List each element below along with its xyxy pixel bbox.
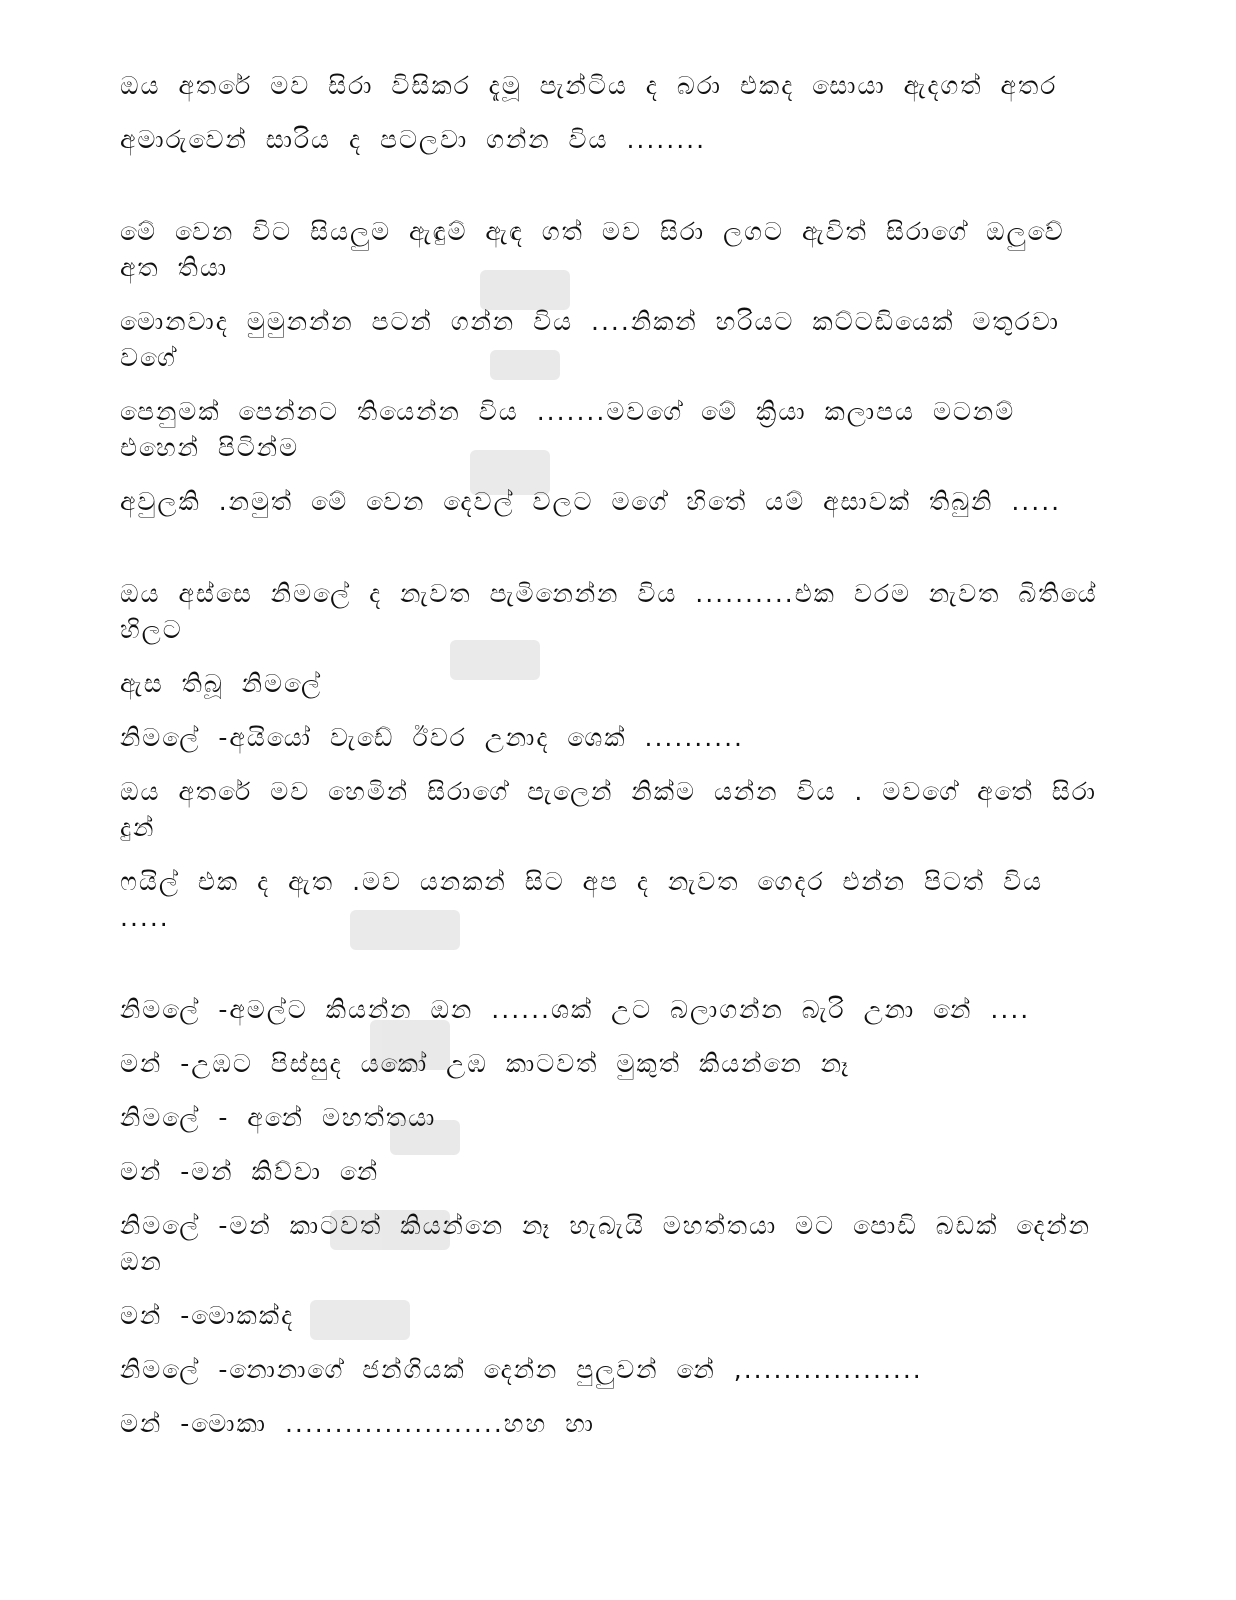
paragraph: අවුලකි .නමුත් මේ වෙන දෙවල් වලට මගේ හිතේ යම් අසාවක් තිබුනි ..... <box>120 487 1062 516</box>
paragraph: ෆයිල් එක ද ඇත .මව යනකන් සිට අප ද නැවත ගෙදර එන්න පිටත් විය ..... <box>120 867 1044 932</box>
paragraph: ඔය අස්සෙ නිමලේ ද නැවත පැමිනෙන්න විය ..........එක වරම නැවත බිතියේ හිලට <box>120 579 1098 644</box>
story-text <box>120 68 1105 1442</box>
paragraph: පෙනුමක් පෙන්නට තියෙන්න විය .......මවගේ මේ ක්‍රියා කලාපය මටනම් එහෙන් පිටින්ම <box>120 397 1016 462</box>
paragraph: අමාරුවෙන් සාරිය ද පටලවා ගන්න විය ........ <box>120 125 707 154</box>
dialogue-line: නිමලේ -මන් කාටවත් කියන්නෙ නෑ හැබැයි මහත්තයා මට පොඩි බඩක් දෙන්න ඔන <box>120 1211 1092 1276</box>
paragraph: ඔය අතරේ මව සිරා විසිකර දැමූ පැන්ටිය ද බරා එකද සොයා ඇදගත් අතර <box>120 71 1058 100</box>
dialogue-line: මන් -මන් කිව්වා නේ <box>120 1157 380 1186</box>
paragraph: මේ වෙන විට සියලුම ඇඳුම් ඇඳ ගත් මව සිරා ලගට ඇවිත් සිරාගේ ඔලුවේ අත තියා <box>120 217 1065 282</box>
paragraph: ඇස තිබූ නිමලේ <box>120 669 323 698</box>
paragraph: නිමලේ -අයියෝ වැඩේ ඊවර උනාද ශෙක් .......... <box>120 723 744 752</box>
dialogue-line: මන් -මොකක්ද <box>120 1301 295 1330</box>
dialogue-line: මන් -උඹට පිස්සුද යකෝ උඹ කාටවත් මුකුත් කියන්නෙ නෑ <box>120 1049 851 1078</box>
dialogue-line: නිමලේ - අනේ මහත්තයා <box>120 1103 437 1132</box>
dialogue-line: නිමලේ -නොනාගේ ජන්ගියක් දෙන්න පුලුවන් නේ ,.................. <box>120 1355 923 1384</box>
paragraph: මොනවාද මුමුනන්න පටන් ගන්න විය ....නිකන් හරියට කට්ටඩියෙක් මතුරවා වගේ <box>120 307 1060 372</box>
paragraph: ඔය අතරේ මව හෙමින් සිරාගේ පැලෙන් නික්ම යන්න විය . මවගේ අතේ සිරා දුන් <box>120 777 1098 842</box>
dialogue-line: නිමලේ -අමල්ට කියන්න ඔන ......ශක් උට බලාගන්න බැරි උනා නේ .... <box>120 995 1031 1024</box>
dialogue-line: මන් -මොකා ......................හහ හා <box>120 1409 595 1438</box>
